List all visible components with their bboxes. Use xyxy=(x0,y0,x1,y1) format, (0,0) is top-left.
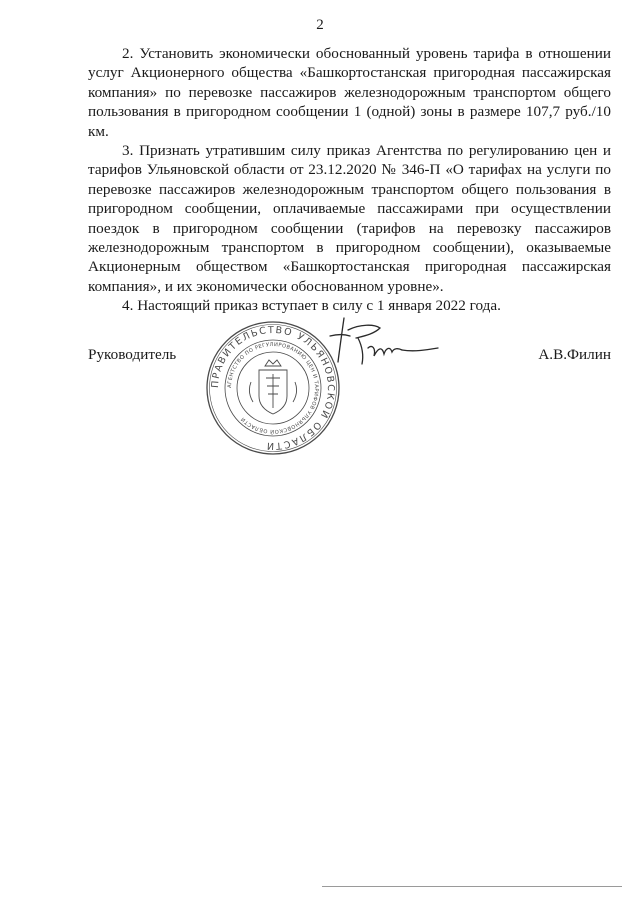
paragraph-repeal-order: 3. Признать утратившим силу приказ Агентства по регулированию цен и тарифов Ульяновской области от 23.12.2020 № 346-П «О тарифах на услуги по перевозке пассажиров железнодорожным транспортом общего пользования в пригородном сообщении, оплачиваемые пассажирами при осуществлении поездок в пригородном сообщении (тарифов на перевозку пассажиров железнодорожным транспортом в пригородном сообщении), оказываемые Акционерным обществом «Башкортостанская пригородная пассажирская компания», и их экономически обоснованном уровне». xyxy=(88,142,611,295)
paragraph-tariff-level: 2. Установить экономически обоснованный уровень тарифа в отношении услуг Акционерного общества «Башкортостанская пригородная пассажирская компания» по перевозке пассажиров железнодорожным транспортом общего пользования в пригородном сообщении 1 (одной) зоны в размере 107,7 руб./10 км. xyxy=(88,45,611,140)
seal-inner-text: АГЕНТСТВО ПО РЕГУЛИРОВАНИЮ ЦЕН И ТАРИФОВ УЛЬЯНОВСКОЙ ОБЛАСТИ xyxy=(226,341,320,435)
handwritten-signature-icon xyxy=(322,314,450,374)
seal-outer-text: ПРАВИТЕЛЬСТВО УЛЬЯНОВСКОЙ ОБЛАСТИ xyxy=(209,324,337,452)
paragraph-effective-date: 4. Настоящий приказ вступает в силу с 1 января 2022 года. xyxy=(122,297,501,315)
signer-name: А.В.Филин xyxy=(538,346,611,363)
coat-of-arms-icon xyxy=(249,360,296,414)
footer-divider xyxy=(322,886,622,887)
document-body xyxy=(88,44,611,316)
page-number: 2 xyxy=(316,17,324,33)
signer-position: Руководитель xyxy=(88,346,177,363)
